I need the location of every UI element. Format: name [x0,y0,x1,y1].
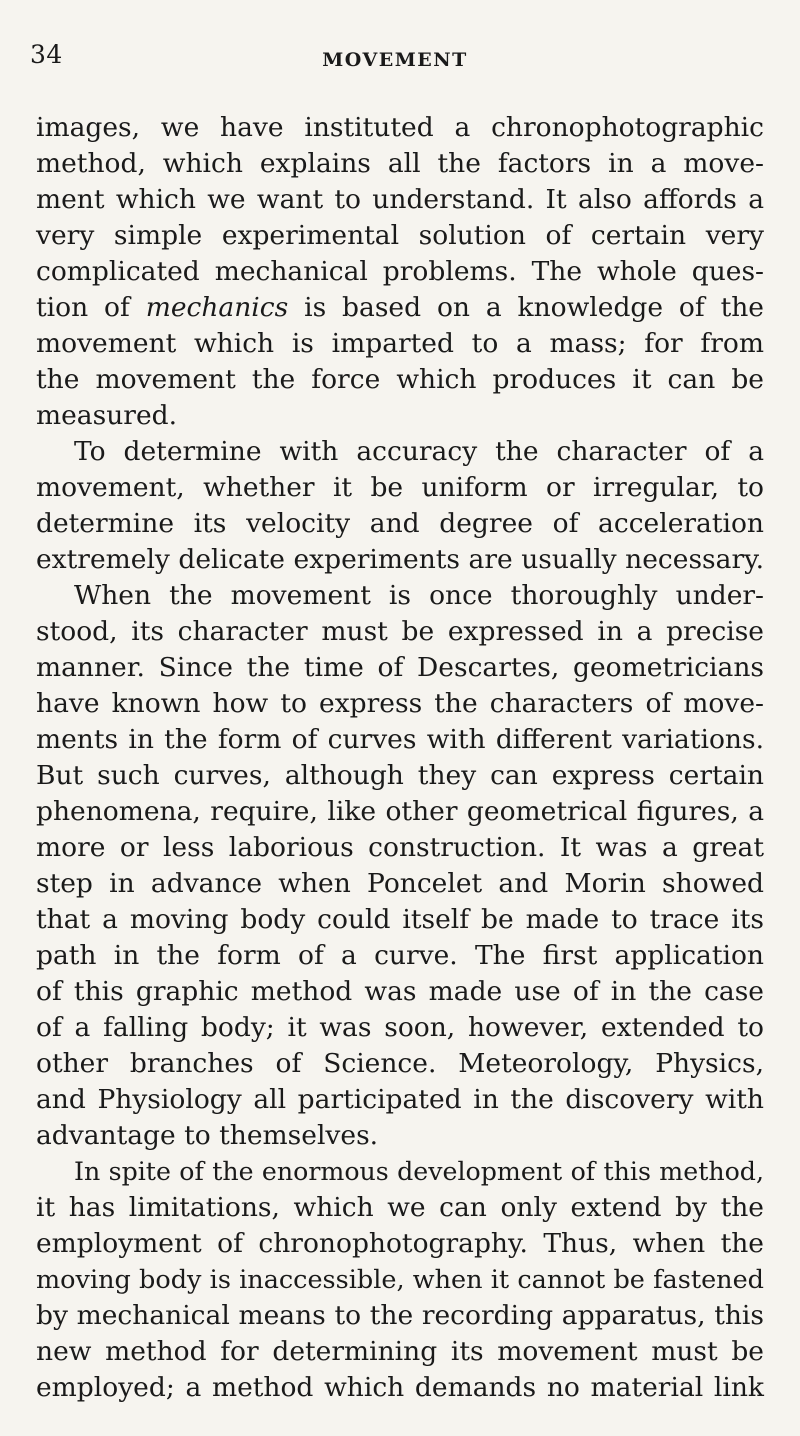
text-line: ment which we want to understand. It also affords a [36,184,764,215]
text-line: phenomena, require, like other geometrical figures, a [36,796,764,827]
paragraph-4 [36,1154,764,1406]
text-line: moving body is inaccessible, when it cannot be fastened [36,1265,764,1295]
text-line: have known how to express the characters of move- [36,688,764,719]
text-line: extremely delicate experiments are usually necessary. [36,544,764,575]
text-line: more or less laborious construction. It was a great [36,832,764,863]
text-line: other branches of Science. Meteorology, Physics, [36,1048,764,1079]
text-line: movement, whether it be uniform or irregular, to [36,472,764,503]
text-line: new method for determining its movement must be [36,1336,764,1367]
paragraph-2 [36,434,764,578]
text-line: manner. Since the time of Descartes, geometricians [36,652,764,683]
text-line: In spite of the enormous development of this method, [74,1157,764,1186]
text-fragment: tion of [36,292,130,323]
text-line: But such curves, although they can express certain [36,760,764,791]
running-head: MOVEMENT [322,49,468,71]
text-line: of this graphic method was made use of in the case [36,976,764,1007]
text-line: employment of chronophotography. Thus, when the [36,1228,764,1259]
text-line: it has limitations, which we can only extend by the [36,1192,764,1223]
text-line-mixed [36,290,764,326]
text-line: movement which is imparted to a mass; for from [36,328,764,359]
text-line: ments in the form of curves with different variations. [36,724,764,755]
text-line: that a moving body could itself be made to trace its [36,904,764,935]
text-line: path in the form of a curve. The first application [36,940,764,971]
text-line: very simple experimental solution of certain very [36,220,764,251]
page-number: 34 [30,40,63,69]
text-line: determine its velocity and degree of acceleration [36,508,764,539]
text-line: images, we have instituted a chronophotographic [36,112,764,143]
text-line: To determine with accuracy the character of a [74,436,764,467]
body-text [36,110,764,1406]
text-line: complicated mechanical problems. The whole ques- [36,256,764,287]
text-line: When the movement is once thoroughly under- [74,580,764,611]
text-line: of a falling body; it was soon, however, extended to [36,1012,764,1043]
text-fragment: is based on a knowledge of the [304,292,764,323]
text-line: method, which explains all the factors in a move- [36,148,764,179]
text-line: and Physiology all participated in the discovery with [36,1084,764,1115]
text-line: stood, its character must be expressed in a precise [36,616,764,647]
paragraph-1 [36,110,764,434]
text-line: step in advance when Poncelet and Morin showed [36,868,764,899]
text-line: the movement the force which produces it can be [36,364,764,395]
page-header [30,40,760,80]
text-line: by mechanical means to the recording apparatus, this [36,1300,764,1331]
italic-term: mechanics [145,292,289,323]
paragraph-3 [36,578,764,1154]
text-line: advantage to themselves. [36,1120,379,1151]
text-line: measured. [36,400,178,431]
text-line: employed; a method which demands no material link [36,1372,764,1403]
